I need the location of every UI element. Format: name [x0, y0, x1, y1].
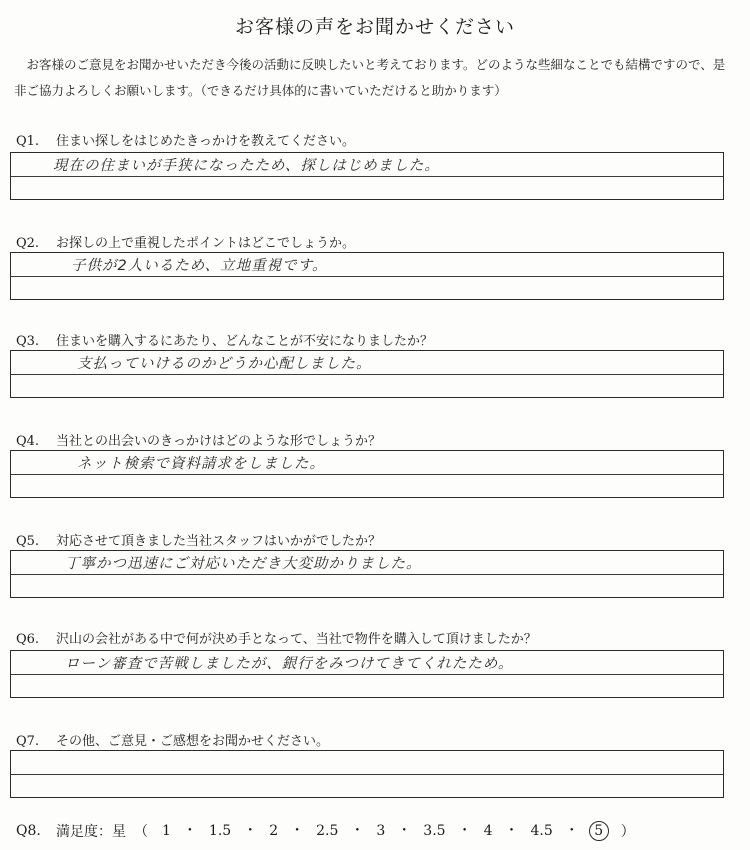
answer-box-5[interactable]: [10, 550, 724, 598]
form-title: お客様の声をお聞かせください: [234, 16, 515, 38]
answer-text-6: ローン審査で苦戦しましたが、銀行をみつけてきてくれたため。: [65, 656, 514, 672]
answer-box-1[interactable]: [10, 152, 724, 200]
question-number: Q1.: [16, 134, 40, 149]
rating-option-1[interactable]: 1: [162, 823, 171, 839]
question-number: Q3.: [16, 334, 40, 349]
question-7: [16, 730, 329, 749]
rating-separator: ・: [457, 823, 472, 839]
rating-option-5[interactable]: 5: [589, 821, 609, 841]
question-text: 当社との出会いのきっかけはどのような形でしょうか？: [56, 434, 382, 449]
rating-open-paren: （: [134, 823, 148, 840]
rating-option-2-5[interactable]: 2.5: [316, 823, 339, 839]
question-2: [16, 232, 355, 251]
answer-line-divider: [11, 176, 723, 177]
answer-text-5: 丁寧かつ迅速にご対応いただき大変助かりました。: [65, 556, 422, 572]
question-number: Q2.: [16, 236, 40, 251]
rating-option-1-5[interactable]: 1.5: [208, 823, 232, 839]
answer-line-divider: [11, 276, 723, 277]
question-5: [16, 530, 381, 549]
answer-box-4[interactable]: [10, 450, 724, 498]
answer-box-6[interactable]: [10, 650, 724, 698]
rating-separator: ・: [350, 823, 365, 839]
answer-line-divider: [11, 374, 723, 375]
question-text: お探しの上で重視したポイントはどこでしょうか。: [56, 236, 356, 251]
answer-text-3: 支払っていけるのかどうか心配しました。: [77, 356, 372, 372]
rating-option-3-5[interactable]: 3.5: [423, 823, 446, 839]
answer-line-divider: [11, 674, 723, 675]
rating-option-3[interactable]: 3: [376, 823, 386, 839]
question-6: [16, 628, 537, 647]
answer-text-1: 現在の住まいが手狭になったため、探しはじめました。: [53, 158, 440, 174]
answer-line-divider: [11, 774, 723, 775]
question-number: Q6.: [16, 632, 40, 647]
rating-separator: ・: [397, 823, 412, 839]
rating-option-4[interactable]: 4: [483, 823, 493, 839]
rating-separator: ・: [243, 823, 258, 839]
question-text: 対応させて頂きました当社スタッフはいかがでしたか？: [56, 534, 382, 549]
rating-option-2[interactable]: 2: [269, 823, 279, 839]
rating-label: 満足度：星: [56, 823, 126, 840]
answer-box-2[interactable]: [10, 252, 724, 300]
question-number: Q7.: [16, 734, 40, 749]
question-1: [16, 130, 355, 149]
answer-text-4: ネット検索で資料請求をしました。: [77, 456, 325, 472]
answer-text-2: 子供が2人いるため、立地重視です。: [71, 258, 328, 274]
rating-separator: ・: [290, 823, 305, 839]
rating-close-paren: ）: [620, 823, 635, 840]
question-3: [16, 330, 433, 349]
rating-options: [156, 820, 613, 841]
rating-separator: ・: [504, 823, 519, 839]
satisfaction-rating: [16, 820, 643, 841]
answer-line-divider: [11, 574, 723, 575]
question-number: Q8.: [16, 822, 41, 839]
question-number: Q5.: [16, 534, 40, 549]
question-text: 沢山の会社がある中で何が決め手となって、当社で物件を購入して頂けましたか？: [56, 632, 537, 647]
question-text: 住まい探しをはじめたきっかけを教えてください。: [56, 134, 356, 149]
question-number: Q4.: [16, 434, 40, 449]
form-intro: お客様のご意見をお聞かせいただき今後の活動に反映したいと考えております。どのような些細なことでも結構ですので、是非ご協力よろしくお願いします。（できるだけ具体的に書いていただけると助かります）: [14, 57, 726, 98]
rating-separator: ・: [182, 823, 197, 839]
rating-option-4-5[interactable]: 4.5: [530, 823, 553, 839]
question-text: 住まいを購入するにあたり、どんなことが不安になりましたか？: [56, 334, 434, 349]
answer-line-divider: [11, 474, 723, 475]
answer-box-3[interactable]: [10, 350, 724, 398]
question-text: その他、ご意見・ご感想をお聞かせください。: [56, 734, 330, 749]
question-4: [16, 430, 381, 449]
rating-separator: ・: [564, 823, 579, 839]
answer-box-7[interactable]: [10, 750, 724, 798]
